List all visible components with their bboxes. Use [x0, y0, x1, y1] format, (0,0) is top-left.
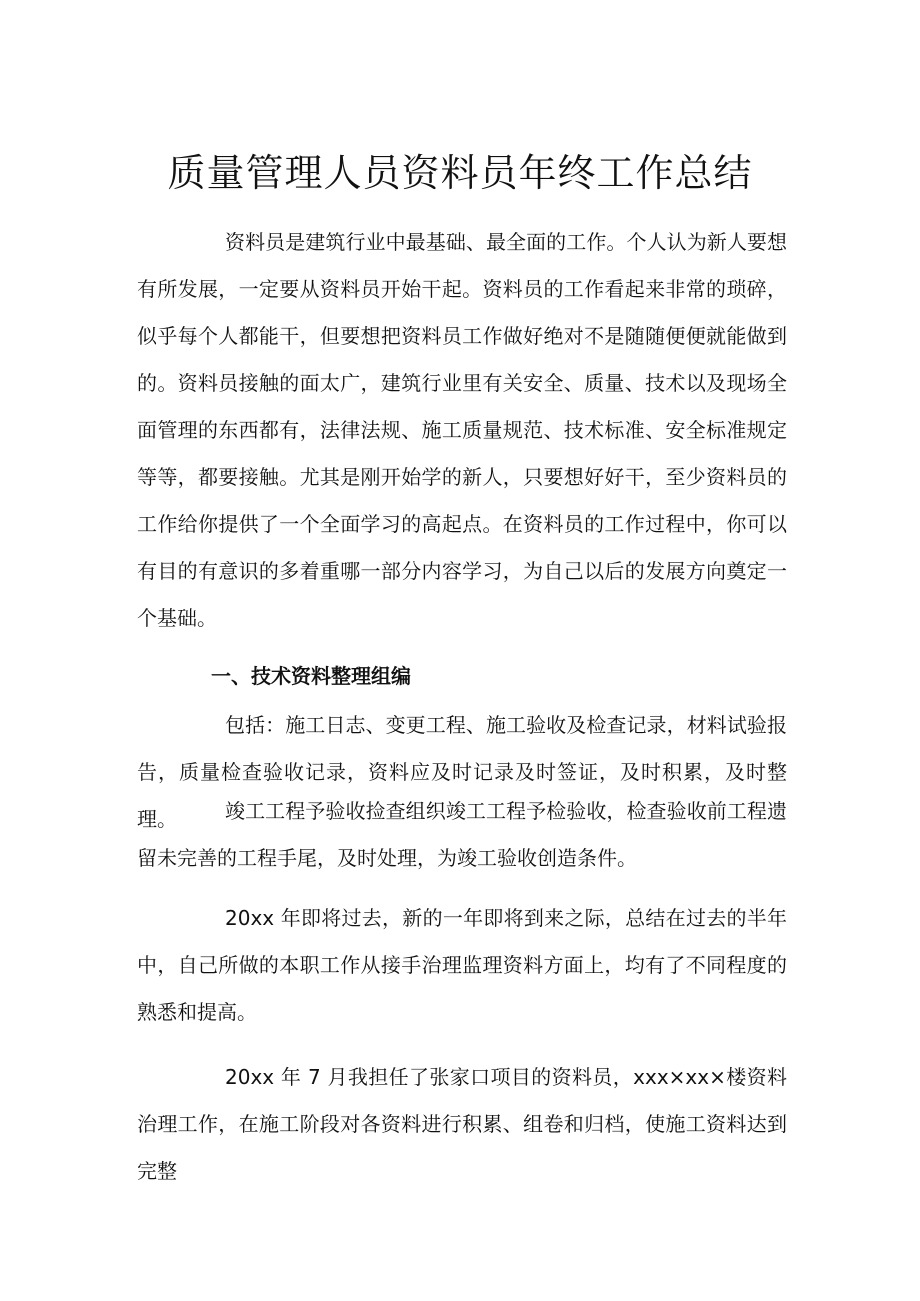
paragraph-intro: 资料员是建筑行业中最基础、最全面的工作。个人认为新人要想有所发展，一定要从资料员开始干起。资料员的工作看起来非常的琐碎，似乎每个人都能干，但要想把资料员工作做好绝对不是随随便便就能做到的。资料员接触的面太广，建筑行业里有关安全、质量、技术以及现场全面管理的东西都有，法律法规、施工质量规范、技术标准、安全标准规定等等，都要接触。尤其是刚开始学的新人，只要想好好干，至少资料员的工作给你提供了一个全面学习的高起点。在资料员的工作过程中，你可以有目的有意识的多着重哪一部分内容学习，为自己以后的发展方向奠定一个基础。: [137, 230, 787, 630]
page-title: 质量管理人员资料员年终工作总结: [167, 151, 753, 195]
paragraph-project-role: 20xx 年 7 月我担任了张家口项目的资料员，xxx×xx×楼资料治理工作，在施工阶段对各资料进行积累、组卷和归档，使施工资料达到完整: [137, 1065, 787, 1183]
paragraph-completion-check: 竣工工程予验收捡查组织竣工工程予检验收，检查验收前工程遗留未完善的工程手尾，及时处理，为竣工验收创造条件。: [137, 799, 787, 870]
section-heading-tech-docs: 一、技术资料整理组编: [211, 664, 411, 688]
paragraph-includes: 包括：施工日志、变更工程、施工验收及检查记录，材料试验报告，质量检查验收记录，资料应及时记录及时签证，及时积累，及时整理。: [137, 713, 787, 831]
paragraph-year-summary: 20xx 年即将过去，新的一年即将到来之际，总结在过去的半年中，自己所做的本职工作从接手治理监理资料方面上，均有了不同程度的熟悉和提高。: [137, 906, 787, 1024]
